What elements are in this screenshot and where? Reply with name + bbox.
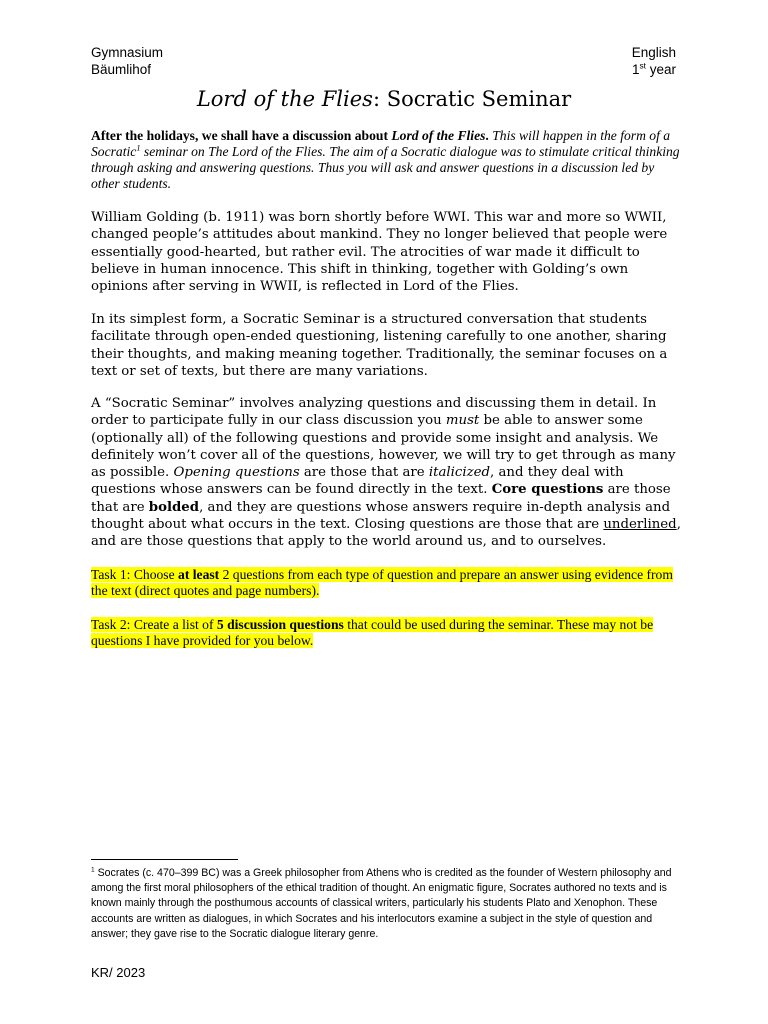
task-2-a: Task 2: Create a list of [91,617,217,632]
page-title [0,86,768,112]
paragraph-seminar-definition: In its simplest form, a Socratic Seminar is a structured conversation that students facilitate through open-ended questioning, listening carefully to one another, sharing their thoughts, and making meaning together. Traditionally, the seminar focuses on a text or set of texts, but there are many variations. [91,312,668,379]
paragraph-golding: William Golding (b. 1911) was born shortly before WWI. This war and more so WWII, changed people’s attitudes about mankind. They no longer believed that people were essentially good-hearted, but rather evil. The atrocities of war made it difficult to believe in human innocence. This shift in thinking, together with Golding’s own opinions after serving in WWII, is reflected in Lord of the Flies. [91,210,668,295]
footnote [91,866,683,942]
footnote-ref: 1 [91,866,95,874]
page-title-rest: : Socratic Seminar [372,87,572,111]
header-year-sup: st [639,60,646,71]
p3-underlined: underlined [603,517,677,533]
task-2-bold: 5 discussion questions [216,617,344,632]
task-2-b: that could be used during the seminar. These may not be questions I have provided for you below. [91,617,654,649]
header-subject: English [631,45,676,60]
task-1-b: 2 questions from each type of question and prepare an answer using evidence from the text (direct quotes and page numbers). [91,567,673,599]
p3-s5: are those that are [91,482,671,515]
p3-opening: Opening questions [173,465,300,481]
intro-footnote-ref: 1 [136,142,141,153]
header-course [632,44,676,78]
footnote-text: Socrates (c. 470–399 BC) was a Greek philosopher from Athens who is credited as the founder of Western philosophy and among the first moral philosophers of the ethical tradition of thought. An enigmatic figure, Socrates authored no texts and is known mainly through the posthumous accounts of classical writers, particularly his students Plato and Xenophon. These accounts are written as dialogues, in which Socrates and his interlocutors examine a subject in the style of question and answer; they gave rise to the Socratic dialogue literary genre. [91,867,672,940]
footnote-separator [91,859,238,860]
intro-paragraph [91,128,681,192]
p3-s6: , and they are questions whose answers require in-depth analysis and thought about what occurs in the text. Closing questions are those that are [91,499,671,533]
task-2 [91,617,681,649]
p3-italicized: italicized [428,465,491,481]
p3-s2: be able to answer some (optionally all) of the following questions and provide some insight and analysis. We definitely won’t cover all of the questions, however, we will try to get through as many as possible. [91,413,676,481]
header-school-line1: Gymnasium [91,45,164,60]
page-title-book: Lord of the Flies [196,87,373,111]
p3-must: must [445,413,480,429]
footer-author-year: KR/ 2023 [91,965,146,980]
p3-s3: are those that are [299,465,429,481]
intro-lead-book: Lord of the Flies [391,128,486,143]
p3-s4: , and they deal with questions whose answers can be found directly in the text. [91,465,624,498]
intro-rest-a: This will happen in the form of a Socratic [91,128,671,159]
p3-core: Core questions [491,482,604,498]
intro-rest-b: seminar on The Lord of the Flies. The aim of a Socratic dialogue was to stimulate critical thinking through asking and answering questions. Thus you will ask and answer questions in a discussion led by other students. [91,144,680,191]
header-year-num: 1 [631,62,640,77]
header-school [91,44,163,78]
intro-lead-end: . [485,128,489,143]
header-year-word: year [645,62,676,77]
paragraph-question-types [91,395,681,551]
p3-s1: A “Socratic Seminar” involves analyzing questions and discussing them in detail. In order to participate fully in our class discussion you [91,396,657,429]
p3-bolded: bolded [148,499,200,515]
header-year [632,61,676,78]
header-school-line2: Bäumlihof [91,62,152,77]
intro-lead-start: After the holidays, we shall have a discussion about [91,128,392,143]
p3-s7: , and are those questions that apply to the world around us, and to ourselves. [91,517,681,550]
task-1-bold: at least [178,567,220,582]
task-1 [91,567,681,599]
task-1-a: Task 1: Choose [91,567,179,582]
